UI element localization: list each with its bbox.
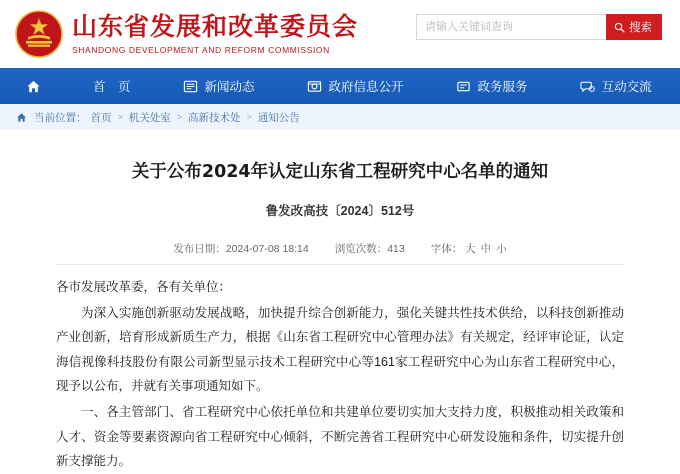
font-size-medium[interactable]: 中 <box>480 242 492 255</box>
article <box>0 160 680 474</box>
nav-item-gov-service[interactable] <box>430 68 554 104</box>
nav-item-home-icon[interactable] <box>18 68 67 104</box>
site-title: 山东省发展和改革委员会 <box>72 11 359 41</box>
breadcrumb-separator: > <box>176 112 183 122</box>
breadcrumb-prefix: 当前位置： <box>34 111 87 124</box>
publish-date <box>173 241 308 256</box>
nav-item-label: 政务服务 <box>477 80 528 94</box>
site-title-block <box>72 13 358 56</box>
nav-item-gov-info[interactable] <box>281 68 430 104</box>
main-nav <box>0 68 680 104</box>
document-number: 鲁发改高技〔2024〕512号 <box>265 203 415 218</box>
nav-item-interaction[interactable] <box>554 68 678 104</box>
breadcrumb-item-3[interactable]: 通知公告 <box>257 111 300 124</box>
search-button[interactable] <box>606 14 662 40</box>
nav-item-news[interactable] <box>157 68 281 104</box>
breadcrumb-separator: > <box>117 112 123 122</box>
article-paragraph: 一、各主管部门、省工程研究中心依托单位和共建单位要切实加大支持力度，积极推动相关政策和人才、资金等要素资源向省工程研究中心倾斜，不断完善省工程研究中心研发设施和条件，切实提升创新支撑能力。 <box>56 405 624 469</box>
search-input[interactable] <box>416 14 606 40</box>
breadcrumb <box>0 104 680 130</box>
nav-item-label: 首 页 <box>93 80 131 94</box>
view-count-label: 浏览次数： <box>334 242 388 255</box>
article-body <box>56 275 624 474</box>
font-size-label: 字体： <box>430 242 463 255</box>
view-count <box>335 241 405 256</box>
article-meta <box>56 241 624 265</box>
nav-item-label: 新闻动态 <box>204 80 255 94</box>
nav-item-homepage[interactable] <box>67 68 157 104</box>
news-icon <box>183 79 198 94</box>
nav-item-label: 政府信息公开 <box>328 80 404 94</box>
search-button-label: 搜索 <box>629 22 652 34</box>
home-icon <box>26 79 41 94</box>
nav-item-label: 互动交流 <box>601 80 652 94</box>
service-icon <box>456 79 471 94</box>
publish-date-label: 发布日期： <box>173 242 226 255</box>
chat-icon <box>580 79 595 94</box>
search-box <box>416 14 662 40</box>
font-size-small[interactable]: 小 <box>496 242 507 255</box>
national-emblem-icon <box>14 9 64 59</box>
font-size-control <box>431 241 507 256</box>
breadcrumb-separator: > <box>246 112 252 122</box>
search-icon <box>614 22 625 33</box>
site-subtitle: SHANDONG DEVELOPMENT AND REFORM COMMISSION <box>72 45 330 56</box>
breadcrumb-item-1[interactable]: 机关处室 <box>128 111 171 124</box>
home-small-icon <box>16 112 27 123</box>
breadcrumb-item-0[interactable]: 首页 <box>90 111 112 124</box>
breadcrumb-item-2[interactable]: 高新技术处 <box>188 111 241 124</box>
article-paragraph: 各市发展改革委，各有关单位： <box>56 279 232 294</box>
view-count-value: 413 <box>387 242 405 255</box>
font-size-large[interactable]: 大 <box>465 242 476 255</box>
page-title: 关于公布2024年认定山东省工程研究中心名单的通知 <box>131 162 549 182</box>
article-paragraph: 为深入实施创新驱动发展战略，加快提升综合创新能力，强化关键共性技术供给，以科技创新推动产业创新，培育形成新质生产力，根据《山东省工程研究中心管理办法》有关规定，经评审论证，认定海信视像科技股份有限公司新型显示技术工程研究中心等161家工程研究中心为山东省工程研究中心，现予以公布，并就有关事项通知如下。 <box>56 305 624 393</box>
publish-date-value: 2024-07-08 18:14 <box>225 242 309 255</box>
folder-icon <box>307 79 322 94</box>
site-header <box>0 0 680 68</box>
